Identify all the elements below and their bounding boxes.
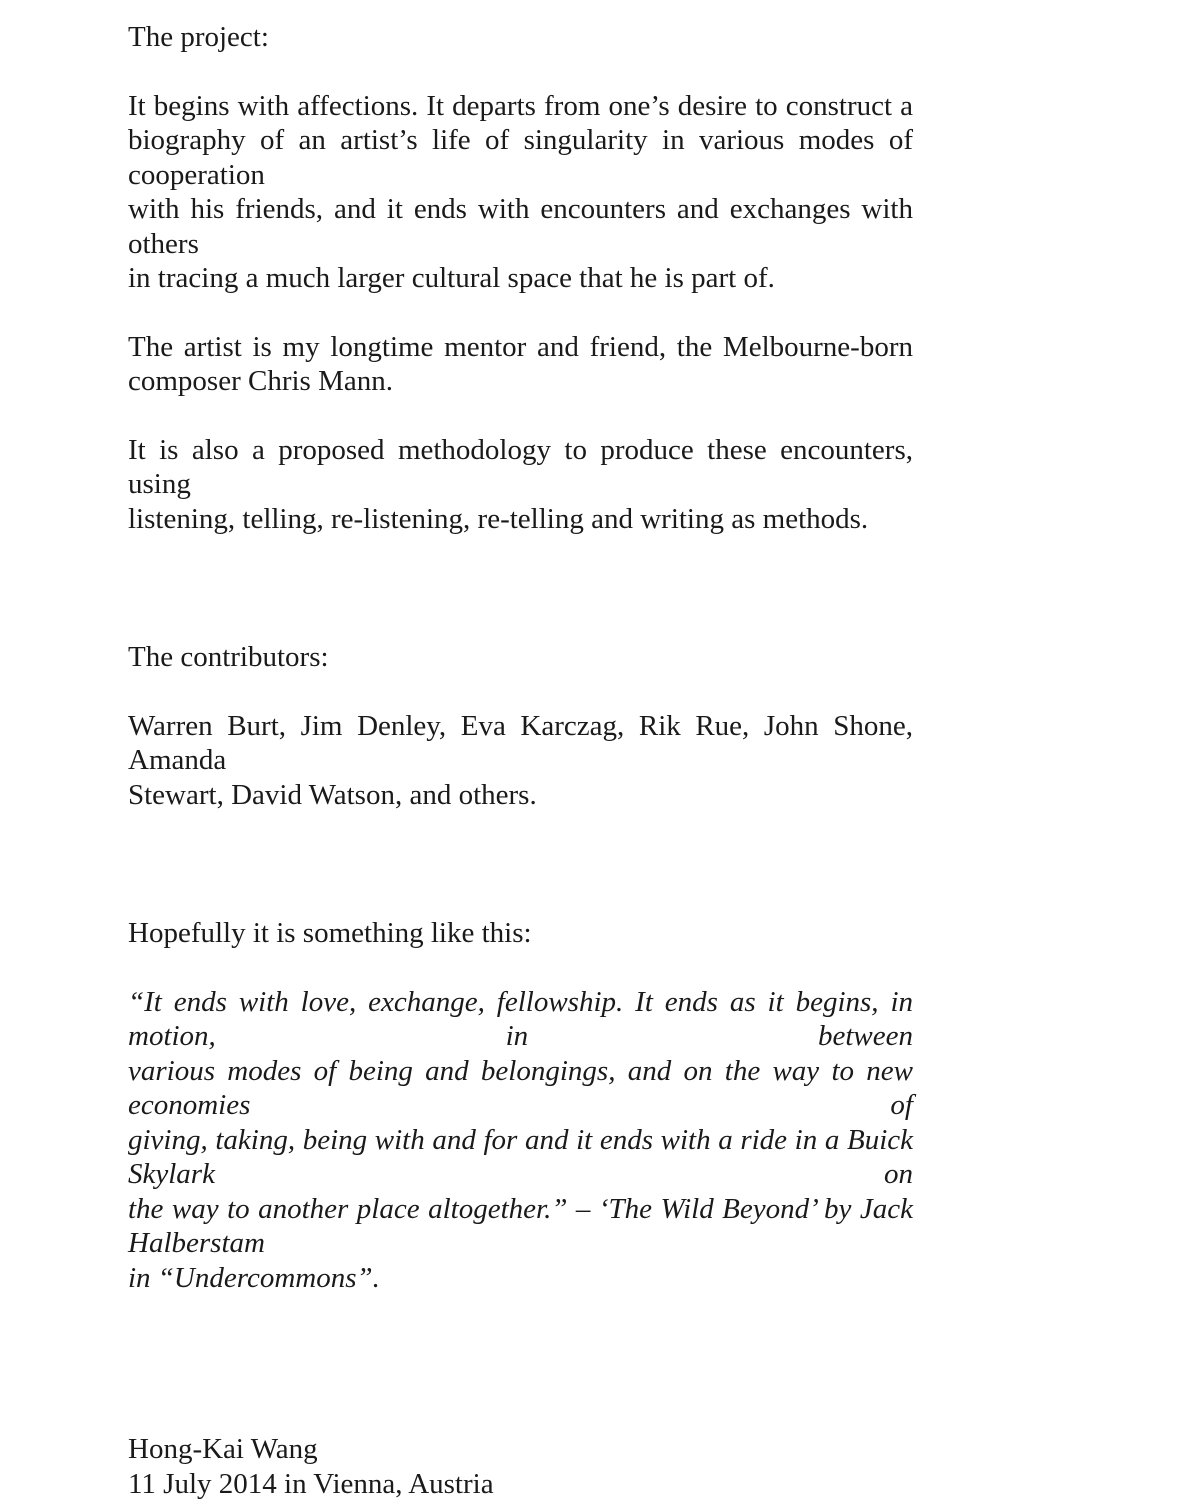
paragraph-line: It is also a proposed methodology to produce these encounters, using xyxy=(128,433,913,502)
quote-line: various modes of being and belongings, and on the way to new economies of xyxy=(128,1054,913,1123)
contributors-section xyxy=(128,640,913,812)
quote-line: in “Undercommons”. xyxy=(128,1261,913,1296)
paragraph-line: with his friends, and it ends with encounters and exchanges with others xyxy=(128,192,913,261)
paragraph-line: It begins with affections. It departs from one’s desire to construct a xyxy=(128,89,913,124)
project-paragraph-1 xyxy=(128,89,913,296)
hope-heading: Hopefully it is something like this: xyxy=(128,916,913,951)
date-place: 11 July 2014 in Vienna, Austria xyxy=(128,1467,913,1501)
project-paragraph-2 xyxy=(128,330,913,399)
project-heading: The project: xyxy=(128,20,913,55)
paragraph-line: listening, telling, re-listening, re-telling and writing as methods. xyxy=(128,502,913,537)
contributors-line: Warren Burt, Jim Denley, Eva Karczag, Rik Rue, John Shone, Amanda xyxy=(128,709,913,778)
paragraph-line: biography of an artist’s life of singularity in various modes of cooperation xyxy=(128,123,913,192)
paragraph-line: in tracing a much larger cultural space that he is part of. xyxy=(128,261,913,296)
project-paragraph-3 xyxy=(128,433,913,537)
signature-block xyxy=(128,1432,913,1501)
project-section xyxy=(128,20,913,536)
contributors-heading: The contributors: xyxy=(128,640,913,675)
author-name: Hong-Kai Wang xyxy=(128,1432,913,1467)
quote-line: “It ends with love, exchange, fellowship. It ends as it begins, in motion, in between xyxy=(128,985,913,1054)
contributors-list xyxy=(128,709,913,813)
document-page xyxy=(128,20,913,1501)
paragraph-line: composer Chris Mann. xyxy=(128,364,913,399)
quote-line: giving, taking, being with and for and it ends with a ride in a Buick Skylark on xyxy=(128,1123,913,1192)
contributors-line: Stewart, David Watson, and others. xyxy=(128,778,913,813)
quote-line: the way to another place altogether.” – ‘The Wild Beyond’ by Jack Halberstam xyxy=(128,1192,913,1261)
halberstam-quote xyxy=(128,985,913,1296)
hope-section xyxy=(128,916,913,1295)
paragraph-line: The artist is my longtime mentor and friend, the Melbourne-born xyxy=(128,330,913,365)
